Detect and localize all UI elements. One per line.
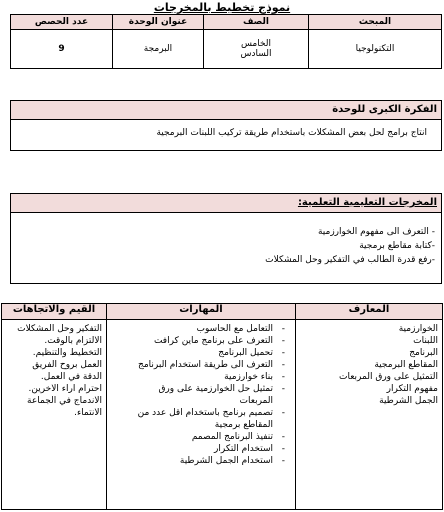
grade-line-2: السادس (240, 49, 272, 59)
value-item: الانتماء. (74, 408, 102, 418)
subject-cell: التكنولوجيا (309, 30, 442, 69)
outcome-item: -كتابة مقاطع برمجية (359, 241, 435, 251)
info-table (10, 14, 442, 69)
unit-title-cell: البرمجة (113, 30, 204, 69)
knowledge-item: التمثيل على ورق المربعات (339, 372, 438, 382)
knowledge-item: المقاطع البرمجية (374, 360, 438, 370)
value-item: التخطيط والتنظيم. (32, 348, 102, 358)
outcomes-heading: المخرجات التعليمية التعلمية: (11, 194, 441, 213)
skill-item: - تنفيذ البرنامج المصمم (191, 432, 285, 442)
value-item: الدقة في العمل. (40, 372, 102, 382)
big-idea-heading: الفكرة الكبرى للوحدة (11, 101, 441, 120)
knowledge-item: الخوارزمية (398, 324, 438, 334)
skill-item: - استخدام الجمل الشرطية (179, 456, 285, 466)
outcomes-section (10, 193, 442, 284)
skill-item-continuation: المربعات (239, 396, 273, 406)
skill-item-continuation: المقاطع برمجية (214, 420, 273, 430)
skill-item: - استخدام التكرار (214, 444, 285, 454)
header-sessions: عدد الحصص (11, 15, 113, 30)
skills-heading: المهارات (107, 304, 296, 320)
grade-cell (204, 30, 309, 69)
skills-list (107, 320, 295, 467)
knowledge-item: مفهوم التكرار (386, 384, 438, 394)
value-item: التفكير وحل المشكلات (17, 324, 102, 334)
skill-item: - تمثيل حل الخوارزمية على ورق (158, 384, 285, 394)
skill-item: - التعرف الى طريقة استخدام البرنامج (138, 360, 285, 370)
page-title: نموذج تخطيط بالمخرجات (153, 1, 291, 14)
value-item: الالتزام بالوقت. (44, 336, 102, 346)
sessions-cell: 9 (11, 30, 113, 69)
skill-item: - التعامل مع الحاسوب (196, 324, 285, 334)
big-idea-section (10, 100, 442, 151)
skill-item: - تصميم برنامج باستخدام اقل عدد من (137, 408, 285, 418)
header-unit-title: عنوان الوحدة (113, 15, 204, 30)
knowledge-item: اللبنات (413, 336, 438, 346)
header-subject: المبحث (309, 15, 442, 30)
outcome-item: - التعرف الى مفهوم الخوارزمية (317, 227, 435, 237)
value-item: الاندماج في الجماعة (27, 396, 102, 406)
knowledge-item: الجمل الشرطية (379, 396, 438, 406)
value-item: العمل بروح الفريق (32, 360, 102, 370)
skill-item: - التعرف على برنامج ماين كرافت (153, 336, 285, 346)
value-item: احترام اراء الاخرين. (28, 384, 102, 394)
values-list (2, 320, 106, 419)
header-grade: الصف (204, 15, 309, 30)
values-heading: القيم والاتجاهات (2, 304, 107, 320)
knowledge-item: البرنامج (409, 348, 438, 358)
big-idea-text: انتاج برامج لحل بعض المشكلات باستخدام طريقة تركيب اللبنات البرمجية (156, 128, 427, 138)
skill-item: - تحميل البرنامج (218, 348, 285, 358)
skill-item: - بناء خوارزمية (224, 372, 285, 382)
knowledge-skills-values-table (1, 303, 443, 510)
knowledge-heading: المعارف (296, 304, 443, 320)
grade-line-1: الخامس (240, 39, 272, 49)
outcome-item: -رفع قدرة الطالب في التفكير وحل المشكلات (265, 255, 435, 265)
knowledge-list (296, 320, 442, 407)
